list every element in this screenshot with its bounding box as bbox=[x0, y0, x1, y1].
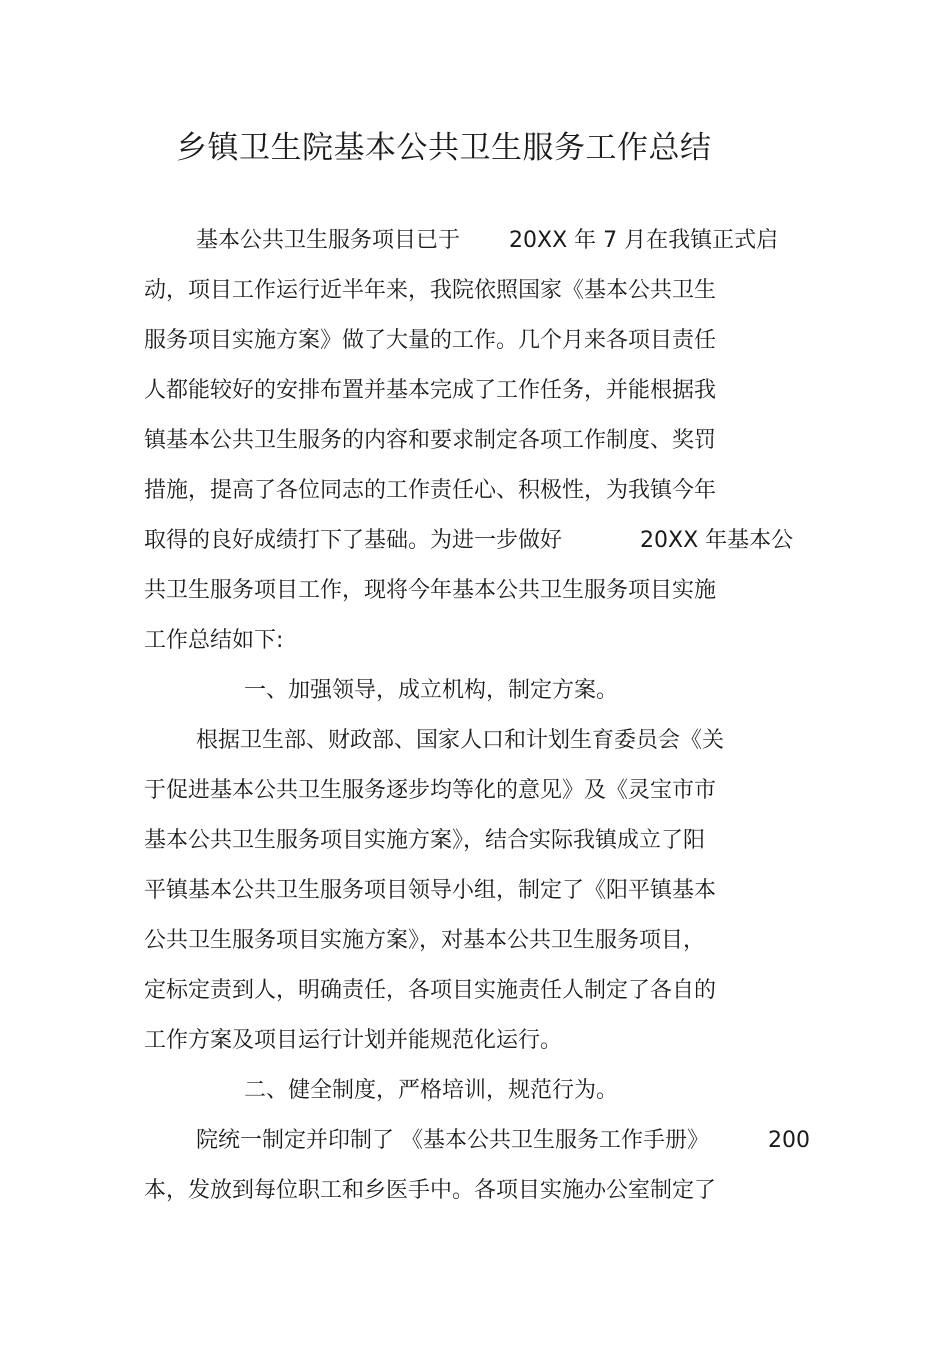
paragraph-line: 定标定责到人，明确责任，各项目实施责任人制定了各自的 bbox=[144, 978, 717, 1003]
document-title: 乡镇卫生院基本公共卫生服务工作总结 bbox=[176, 130, 712, 166]
paragraph-line: 200 bbox=[768, 1128, 810, 1153]
paragraph-line: 公共卫生服务项目实施方案》，对基本公共卫生服务项目， bbox=[144, 928, 706, 953]
section-heading: 一、加强领导，成立机构，制定方案。 bbox=[244, 678, 619, 703]
paragraph-line: 工作方案及项目运行计划并能规范化运行。 bbox=[144, 1028, 563, 1053]
paragraph-line: 本，发放到每位职工和乡医手中。各项目实施办公室制定了 bbox=[144, 1178, 717, 1203]
paragraph-line: 取得的良好成绩打下了基础。为进一步做好 bbox=[144, 528, 563, 553]
paragraph-line: 服务项目实施方案》做了大量的工作。几个月来各项目责任 bbox=[144, 328, 717, 353]
paragraph-line: 平镇基本公共卫生服务项目领导小组，制定了《阳平镇基本 bbox=[144, 878, 717, 903]
paragraph-line: 共卫生服务项目工作，现将今年基本公共卫生服务项目实施 bbox=[144, 578, 717, 603]
paragraph-line: 院统一制定并印制了 《基本公共卫生服务工作手册》 bbox=[196, 1128, 709, 1153]
paragraph-line: 20XX 年 7 月在我镇正式启 bbox=[509, 228, 779, 253]
paragraph-line: 根据卫生部、财政部、国家人口和计划生育委员会《关 bbox=[196, 728, 725, 753]
paragraph-line: 人都能较好的安排布置并基本完成了工作任务，并能根据我 bbox=[144, 378, 717, 403]
section-heading: 二、健全制度，严格培训，规范行为。 bbox=[244, 1078, 619, 1103]
paragraph-line: 基本公共卫生服务项目实施方案》，结合实际我镇成立了阳 bbox=[144, 828, 706, 853]
paragraph-line: 措施，提高了各位同志的工作责任心、积极性，为我镇今年 bbox=[144, 478, 717, 503]
paragraph-line: 于促进基本公共卫生服务逐步均等化的意见》及《灵宝市市 bbox=[144, 778, 717, 803]
paragraph-line: 动，项目工作运行近半年来，我院依照国家《基本公共卫生 bbox=[144, 278, 717, 303]
paragraph-line: 镇基本公共卫生服务的内容和要求制定各项工作制度、奖罚 bbox=[144, 428, 717, 453]
paragraph-line: 20XX 年基本公 bbox=[640, 528, 794, 553]
paragraph-line: 基本公共卫生服务项目已于 bbox=[196, 228, 461, 253]
paragraph-line: 工作总结如下: bbox=[144, 628, 284, 653]
